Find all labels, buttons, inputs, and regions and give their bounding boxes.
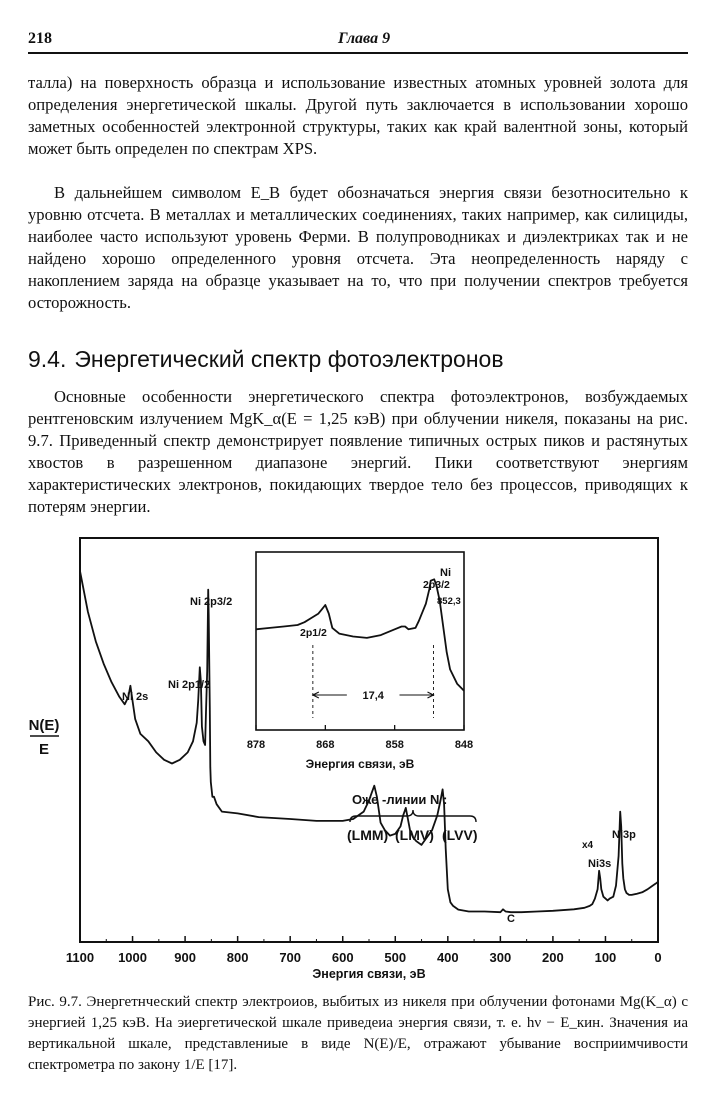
inset-x-axis-label: Энергия связи, эВ — [305, 757, 415, 771]
label-lvv: (LVV) — [442, 827, 478, 843]
label-lmm: (LMM) — [347, 827, 389, 843]
y-axis-label-numerator: N(E) — [28, 717, 60, 734]
inset-label-ni: Ni — [440, 567, 451, 579]
paragraph-2: В дальнейшем символом E_B будет обозначаться энергия связи безотносительно к уровню отсчета. В металлах и металлических соединениях, таких например, как силициды, наиболее часто используют уровень Ферми. В полупроводниках и диэлектриках так и не найдено хорошо определенного уровня отсчета. Эта неопределенность наряду с накоплением заряда на образце указывает на то, что при получении спектров требуется осторожность. — [28, 183, 688, 312]
label-lmv: (LMV) — [395, 827, 434, 843]
x-tick-label: 0 — [654, 950, 662, 965]
inset-label-2p12: 2p1/2 — [300, 627, 327, 639]
x-axis-label: Энергия связи, эВ — [312, 967, 426, 981]
x-tick-label: 200 — [542, 950, 564, 965]
x-tick-label: 700 — [279, 950, 302, 965]
chapter-title: Глава 9 — [338, 30, 391, 47]
section-paragraph: Основные особенности энергетического спектра фотоэлектронов, возбуждаемых рентгеновским излучением MgK_α(E = 1,25 кэВ) при облучении никеля, показаны на рис. 9.7. Приведенный спектр демонстрирует появление типичных острых пиков и растянутых хвостов в разрешенном диапазоне энергий. Пики соответствуют энергиям характеристических электронов, покидающих твердое тело без процессов, приводящих к потерям энергии. — [28, 387, 688, 516]
spectrum-figure — [0, 520, 720, 990]
figure-caption: Рис. 9.7. Энергетнческий спектр электроиов, выбитых из никеля при облучении фотонами Mg(K_α) с энергией 1,25 кэВ. На эиергетической шкале приведеиа энергия связи, т. е. hν − E_кин. Значения иа вертикальной шкале, представлениые в виде N(E)/E, отражают убывание восприимчивости спектрометра по закону 1/E [17]. — [28, 994, 688, 1073]
label-ni3p: Ni3p — [612, 829, 636, 841]
inset-spectrum-chart — [247, 552, 473, 771]
inset-label-852: 852,3 — [437, 596, 461, 607]
page-header — [28, 28, 688, 52]
inset-x-tick-label: 868 — [316, 739, 335, 751]
page-number: 218 — [28, 30, 52, 47]
label-ni-2p32: Ni 2p3/2 — [190, 596, 233, 608]
inset-x-tick-label: 878 — [246, 739, 266, 751]
inset-label-2p32: 2p3/2 — [423, 579, 450, 591]
label-ni-2p12: Ni 2p1/2 — [168, 679, 211, 691]
y-axis-label-denominator: E — [38, 741, 50, 758]
label-auger-lines: Оже -линии N : — [352, 792, 448, 807]
section-title: Энергетический спектр фотоэлектронов — [74, 346, 504, 372]
x-tick-label: 600 — [331, 950, 354, 965]
inset-x-tick-label: 858 — [385, 739, 404, 751]
x-tick-label: 900 — [174, 950, 196, 965]
x-tick-label: 400 — [436, 950, 459, 965]
section-number: 9.4. — [28, 346, 67, 372]
x-tick-label: 300 — [489, 950, 512, 965]
inset-label-separation: 17,4 — [362, 690, 384, 702]
x-tick-label: 1000 — [118, 950, 148, 965]
label-c: C — [507, 913, 515, 925]
label-ni-2s: Ni 2s — [122, 691, 149, 703]
header-rule — [28, 52, 688, 54]
x-tick-label: 800 — [226, 950, 249, 965]
label-ni3s: Ni3s — [588, 858, 612, 870]
label-x4: x4 — [582, 840, 594, 851]
x-tick-label: 1100 — [65, 950, 95, 965]
section-heading — [28, 346, 504, 373]
x-tick-label: 100 — [594, 950, 617, 965]
inset-x-tick-label: 848 — [454, 739, 474, 751]
paragraph-1: талла) на поверхность образца и использование известных атомных уровней золота для определения энергетической шкалы. Другой путь заключается в использовании хорошо заметных особенностей электронной структуры, таких как край валентной зоны, который может быть определен по спектрам XPS. — [28, 73, 688, 158]
x-tick-label: 500 — [384, 950, 407, 965]
auger-brace — [350, 810, 476, 822]
